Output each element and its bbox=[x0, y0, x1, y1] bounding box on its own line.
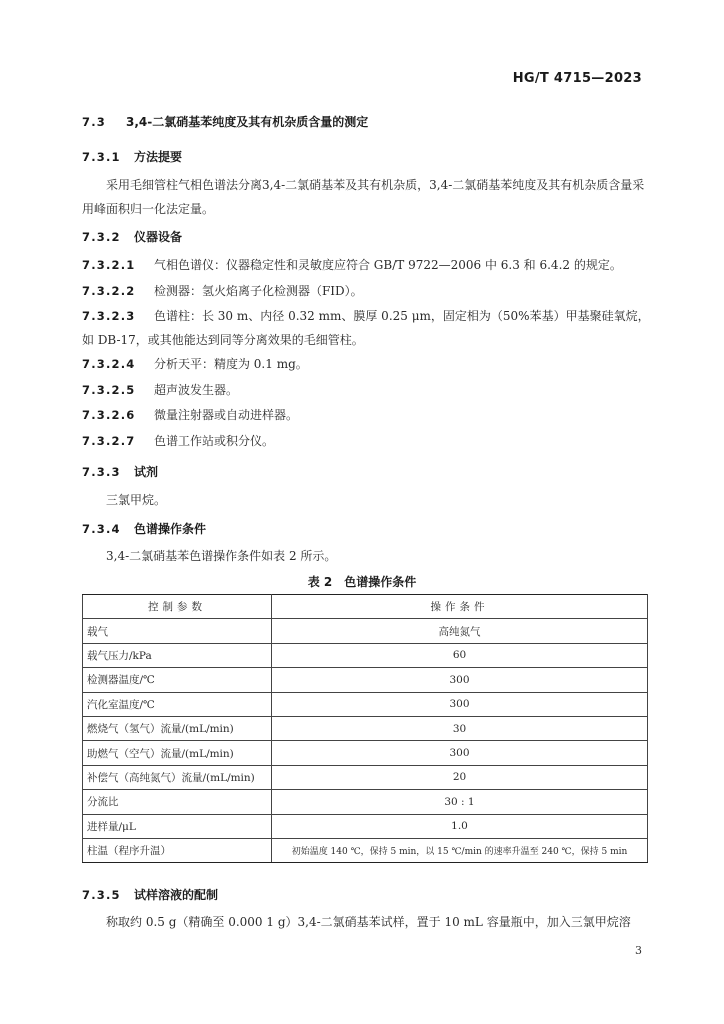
section-number: 7.3.2 bbox=[82, 230, 121, 244]
table-row bbox=[83, 765, 648, 789]
page-number: 3 bbox=[635, 944, 642, 957]
item-text-continuation: 如 DB-17，或其他能达到同等分离效果的毛细管柱。 bbox=[82, 333, 364, 347]
table-row bbox=[83, 716, 648, 740]
column-header-parameter: 控制参数 bbox=[83, 595, 272, 619]
item-number: 7.3.2.7 bbox=[82, 434, 136, 448]
chromatographic-conditions-table bbox=[82, 594, 648, 863]
table-row bbox=[83, 814, 648, 838]
section-number: 7.3 bbox=[82, 115, 106, 129]
section-number: 7.3.1 bbox=[82, 150, 121, 164]
parameter-cell: 载气 bbox=[83, 619, 272, 643]
item-text: 色谱工作站或积分仪。 bbox=[153, 434, 274, 448]
value-cell: 300 bbox=[272, 692, 648, 716]
parameter-cell: 载气压力/kPa bbox=[83, 643, 272, 667]
table-row bbox=[83, 692, 648, 716]
item-text: 超声波发生器。 bbox=[153, 383, 238, 397]
list-item bbox=[82, 381, 238, 398]
value-cell: 30 : 1 bbox=[272, 790, 648, 814]
table-row bbox=[83, 838, 648, 862]
parameter-cell: 燃烧气（氢气）流量/(mL/min) bbox=[83, 716, 272, 740]
section-title: 色谱操作条件 bbox=[133, 522, 206, 536]
parameter-cell: 助燃气（空气）流量/(mL/min) bbox=[83, 741, 272, 765]
section-7-3-3-heading bbox=[82, 463, 158, 480]
value-cell: 初始温度 140 ℃，保持 5 min，以 15 ℃/min 的速率升温至 240 ℃，保持 5 min bbox=[272, 838, 648, 862]
table-row bbox=[83, 741, 648, 765]
list-item bbox=[82, 355, 308, 372]
parameter-cell: 汽化室温度/℃ bbox=[83, 692, 272, 716]
value-cell: 20 bbox=[272, 765, 648, 789]
standard-number: HG/T 4715—2023 bbox=[512, 71, 642, 86]
item-number: 7.3.2.5 bbox=[82, 383, 136, 397]
value-cell: 300 bbox=[272, 668, 648, 692]
item-text: 气相色谱仪：仪器稳定性和灵敏度应符合 GB/T 9722—2006 中 6.3 和 6.4.2 的规定。 bbox=[153, 258, 622, 272]
parameter-cell: 补偿气（高纯氮气）流量/(mL/min) bbox=[83, 765, 272, 789]
list-item bbox=[82, 256, 622, 273]
section-7-3-heading bbox=[82, 113, 368, 130]
sample-preparation-paragraph: 称取约 0.5 g（精确至 0.000 1 g）3,4-二氯硝基苯试样，置于 10 mL 容量瓶中，加入三氯甲烷溶 bbox=[106, 915, 631, 929]
conditions-intro-text: 3,4-二氯硝基苯色谱操作条件如表 2 所示。 bbox=[106, 549, 337, 563]
section-number: 7.3.3 bbox=[82, 465, 121, 479]
section-number: 7.3.4 bbox=[82, 522, 121, 536]
table-row bbox=[83, 619, 648, 643]
section-7-3-1-heading bbox=[82, 148, 182, 165]
item-number: 7.3.2.3 bbox=[82, 309, 136, 323]
parameter-cell: 柱温（程序升温） bbox=[83, 838, 272, 862]
table-row bbox=[83, 790, 648, 814]
item-number: 7.3.2.6 bbox=[82, 408, 136, 422]
value-cell: 60 bbox=[272, 643, 648, 667]
column-header-condition: 操作条件 bbox=[272, 595, 648, 619]
table-row bbox=[83, 668, 648, 692]
value-cell: 1.0 bbox=[272, 814, 648, 838]
parameter-cell: 检测器温度/℃ bbox=[83, 668, 272, 692]
method-summary-paragraph: 采用毛细管柱气相色谱法分离3,4-二氯硝基苯及其有机杂质，3,4-二氯硝基苯纯度及其有机杂质含量采用峰面积归一化法定量。 bbox=[82, 178, 645, 216]
table-caption: 表 2 色谱操作条件 bbox=[307, 575, 417, 589]
list-item bbox=[82, 282, 363, 299]
value-cell: 高纯氮气 bbox=[272, 619, 648, 643]
table-header-row bbox=[83, 595, 648, 619]
section-title: 试样溶液的配制 bbox=[133, 888, 218, 902]
section-7-3-5-heading bbox=[82, 886, 218, 903]
item-number: 7.3.2.2 bbox=[82, 284, 136, 298]
value-cell: 30 bbox=[272, 716, 648, 740]
value-cell: 300 bbox=[272, 741, 648, 765]
section-title: 仪器设备 bbox=[133, 230, 182, 244]
table-row bbox=[83, 643, 648, 667]
item-text: 分析天平：精度为 0.1 mg。 bbox=[153, 357, 308, 371]
item-text: 微量注射器或自动进样器。 bbox=[153, 408, 298, 422]
reagent-text: 三氯甲烷。 bbox=[106, 493, 167, 507]
item-number: 7.3.2.1 bbox=[82, 258, 136, 272]
parameter-cell: 分流比 bbox=[83, 790, 272, 814]
list-item bbox=[82, 406, 298, 423]
section-title: 试剂 bbox=[133, 465, 158, 479]
list-item bbox=[82, 432, 274, 449]
section-title: 方法提要 bbox=[133, 150, 182, 164]
section-7-3-2-heading bbox=[82, 228, 182, 245]
item-text: 色谱柱：长 30 m、内径 0.32 mm、膜厚 0.25 μm，固定相为（50%苯基）甲基聚硅氧烷， bbox=[153, 309, 650, 323]
item-text: 检测器：氢火焰离子化检测器（FID）。 bbox=[153, 284, 363, 298]
parameter-cell: 进样量/μL bbox=[83, 814, 272, 838]
item-number: 7.3.2.4 bbox=[82, 357, 136, 371]
section-7-3-4-heading bbox=[82, 520, 206, 537]
section-number: 7.3.5 bbox=[82, 888, 121, 902]
list-item bbox=[82, 307, 650, 324]
list-item-continuation bbox=[82, 331, 364, 348]
section-title: 3,4-二氯硝基苯纯度及其有机杂质含量的测定 bbox=[125, 115, 369, 129]
